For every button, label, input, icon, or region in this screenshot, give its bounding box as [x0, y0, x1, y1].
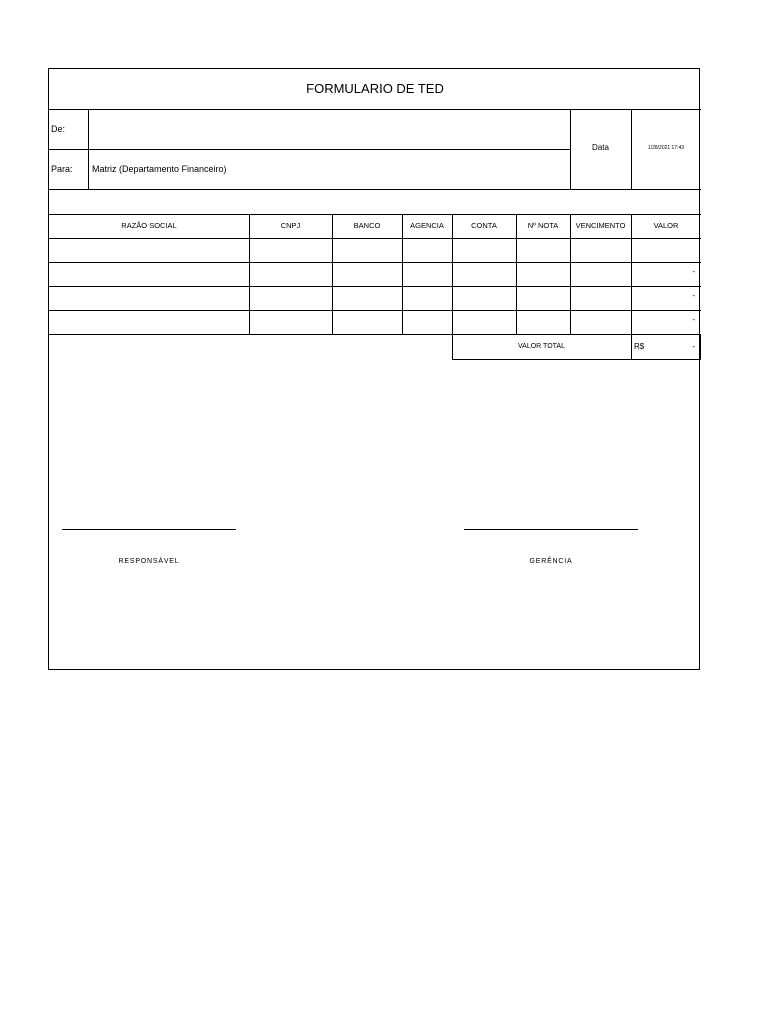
total-label: VALOR TOTAL [518, 343, 565, 350]
divider [49, 189, 701, 190]
col-header-conta: CONTA [471, 221, 497, 230]
divider [49, 262, 701, 263]
total-currency: R$ [634, 342, 645, 351]
divider [49, 149, 570, 150]
divider [700, 334, 701, 359]
col-header-agencia: AGENCIA [410, 221, 444, 230]
data-label: Data [592, 143, 609, 152]
signature-label-gerencia: GERÊNCIA [529, 558, 573, 565]
para-label: Para: [51, 164, 73, 174]
para-field[interactable]: Matriz (Departamento Financeiro) [92, 164, 227, 174]
data-value: 1/28/2021 17:43 [647, 145, 685, 151]
col-header-cnpj: CNPJ [280, 221, 301, 230]
divider [49, 238, 701, 239]
col-header-razao-social: RAZÃO SOCIAL [121, 221, 177, 230]
table-row-valor[interactable]: - [692, 291, 695, 300]
col-header-nota: Nº NOTA [527, 221, 559, 230]
col-header-vencimento: VENCIMENTO [575, 221, 626, 230]
signature-line-gerencia [464, 529, 638, 530]
table-row-valor[interactable]: - [692, 267, 695, 276]
divider [452, 359, 701, 360]
table-row-valor[interactable]: - [692, 315, 695, 324]
de-label: De: [51, 124, 66, 134]
divider [49, 286, 701, 287]
signature-line-responsavel [62, 529, 236, 530]
col-header-banco: BANCO [353, 221, 381, 230]
signature-label-responsavel: RESPONSÁVEL [118, 558, 180, 565]
total-value: - [692, 342, 695, 351]
col-header-valor: VALOR [653, 221, 679, 230]
divider [49, 310, 701, 311]
ted-form [48, 68, 700, 670]
divider [49, 109, 701, 110]
form-title: FORMULARIO DE TED [306, 81, 444, 96]
